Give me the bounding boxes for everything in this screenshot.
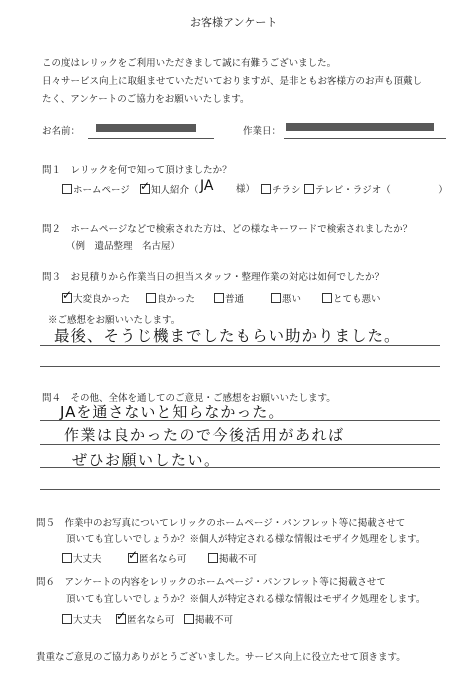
checkbox-checked[interactable] bbox=[140, 179, 151, 194]
q5-option-ok[interactable]: 大丈夫 bbox=[62, 553, 102, 566]
intro-line-1: この度はレリックをご利用いただきまして誠に有難うございました。 bbox=[42, 58, 337, 69]
checkmark-icon: ✓ bbox=[140, 179, 151, 193]
checkbox[interactable] bbox=[62, 553, 72, 563]
date-underline bbox=[284, 138, 446, 139]
q6-option-ok[interactable]: 大丈夫 bbox=[62, 614, 102, 627]
q3-option-very-good[interactable]: ✓ 大変良かった bbox=[62, 288, 131, 305]
checkbox-checked[interactable] bbox=[128, 548, 139, 563]
q4-handwritten-line-3: ぜひお願いしたい。 bbox=[72, 451, 221, 469]
q4-handwritten-line-2: 作業は良かったので今後活用があれば bbox=[64, 426, 345, 444]
checkbox-checked[interactable] bbox=[116, 609, 127, 624]
q1-option-referral[interactable]: ✓ 知人紹介（ bbox=[140, 179, 199, 196]
q3-option-bad[interactable]: 悪い bbox=[271, 293, 301, 306]
q3-comment-line-2 bbox=[40, 366, 440, 367]
checkbox[interactable] bbox=[208, 553, 218, 563]
name-redaction bbox=[96, 124, 196, 132]
q4-comment-line-1 bbox=[40, 420, 440, 421]
q6-option-anonymous[interactable]: ✓ 匿名なら可 bbox=[116, 609, 175, 626]
date-redaction bbox=[286, 123, 434, 131]
q5-text-1: 問５ 作業中のお写真についてレリックのホームページ・パンフレット等に掲載させて bbox=[36, 518, 406, 529]
q6-text-2: 頂いても宜しいでしょうか？※個人が特定される様な情報はモザイク処理をします。 bbox=[66, 594, 426, 605]
intro-line-3: たく、アンケートのご協力をお願いいたします。 bbox=[42, 94, 250, 105]
q3-comment-line-1 bbox=[40, 345, 440, 346]
q1-referral-answer: JA bbox=[200, 178, 214, 194]
q2-example: （例 遺品整理 名古屋） bbox=[66, 241, 181, 252]
checkmark-icon: ✓ bbox=[116, 609, 127, 623]
q3-comment-prompt: ※ご感想をお願いいたします。 bbox=[48, 315, 181, 326]
checkbox[interactable] bbox=[322, 293, 332, 303]
q3-option-good[interactable]: 良かった bbox=[146, 293, 195, 306]
checkmark-icon: ✓ bbox=[128, 548, 139, 562]
name-label: お名前： bbox=[42, 126, 81, 137]
q5-option-anonymous[interactable]: ✓ 匿名なら可 bbox=[128, 548, 187, 565]
q4-handwritten-line-1: JAを通さないと知らなかった。 bbox=[60, 403, 285, 421]
intro-line-2: 日々サービス向上に取組ませていただいておりますが、是非ともお客様方のお声も頂戴し bbox=[42, 76, 423, 87]
checkbox[interactable] bbox=[261, 184, 271, 194]
q3-option-normal[interactable]: 普通 bbox=[214, 293, 244, 306]
checkbox[interactable] bbox=[271, 293, 281, 303]
q6-option-no[interactable]: 掲載不可 bbox=[184, 614, 233, 627]
checkbox[interactable] bbox=[214, 293, 224, 303]
q6-text-1: 問６ アンケートの内容をレリックのホームページ・パンフレット等に掲載させて bbox=[36, 577, 386, 588]
name-underline bbox=[88, 138, 214, 139]
footer-thanks: 貴重なご意見のご協力ありがとうございました。サービス向上に役立たせて頂きます。 bbox=[36, 652, 406, 663]
q3-option-very-bad[interactable]: とても悪い bbox=[322, 293, 381, 306]
q5-text-2: 頂いても宜しいでしょうか？※個人が特定される様な情報はモザイク処理をします。 bbox=[66, 534, 426, 545]
date-label: 作業日： bbox=[243, 126, 282, 137]
checkmark-icon: ✓ bbox=[62, 288, 73, 302]
q5-option-no[interactable]: 掲載不可 bbox=[208, 553, 257, 566]
q1-referral-suffix: 様） bbox=[236, 184, 256, 195]
survey-title: お客様アンケート bbox=[190, 16, 278, 29]
q4-text: 問４ その他、全体を通してのご意見・ご感想をお願いいたします。 bbox=[42, 393, 336, 404]
checkbox-checked[interactable] bbox=[62, 288, 73, 303]
checkbox[interactable] bbox=[62, 614, 72, 624]
q4-comment-line-3 bbox=[40, 467, 440, 468]
q1-option-flyer[interactable]: チラシ bbox=[261, 184, 301, 197]
q3-handwritten-comment: 最後、そうじ機までしたもらい助かりました。 bbox=[54, 327, 401, 345]
q3-text: 問３ お見積りから作業当日の担当スタッフ・整理作業の対応は如何でしたか？ bbox=[42, 272, 385, 283]
checkbox[interactable] bbox=[184, 614, 194, 624]
checkbox[interactable] bbox=[146, 293, 156, 303]
q4-comment-line-2 bbox=[40, 444, 440, 445]
checkbox[interactable] bbox=[62, 184, 72, 194]
q1-option-tv[interactable]: テレビ・ラジオ（ ） bbox=[304, 184, 448, 197]
q2-text: 問２ ホームページなどで検索された方は、どの様なキーワードで検索されましたか？ bbox=[42, 224, 413, 235]
q4-comment-line-4 bbox=[40, 489, 440, 490]
checkbox[interactable] bbox=[304, 184, 314, 194]
q1-option-hp[interactable]: ホームページ bbox=[62, 184, 130, 197]
q1-text: 問１ レリックを何で知って頂けましたか？ bbox=[42, 165, 232, 176]
